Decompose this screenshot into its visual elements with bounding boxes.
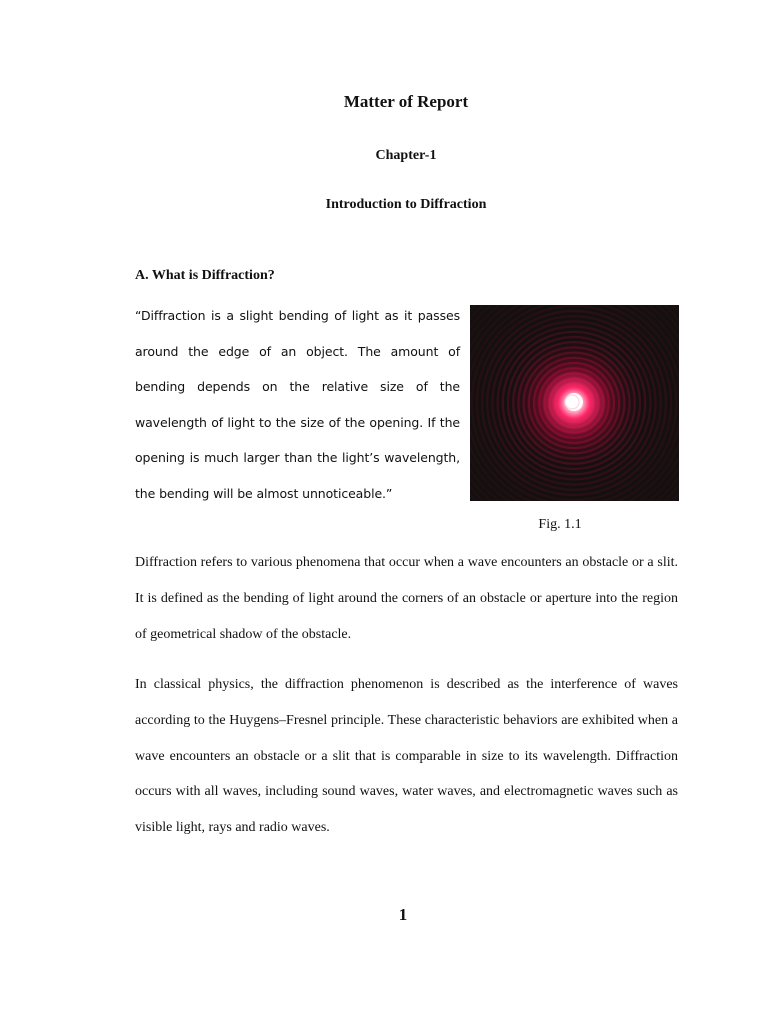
section-heading: A. What is Diffraction? <box>135 268 275 283</box>
paragraph: Diffraction refers to various phenomena that occur when a wave encounters an obstacle or a slit. It is defined as the bending of light around the corners of an obstacle or aperture into the region of geometrical shadow of the obstacle. <box>135 555 678 642</box>
page-number: 1 <box>398 905 408 924</box>
page-title: Matter of Report <box>343 92 469 111</box>
figure-caption: Fig. 1.1 <box>538 517 582 532</box>
diffraction-pattern-graphic <box>470 305 679 501</box>
diffraction-definition-quote: “Diffraction is a slight bending of light as it passes around the edge of an object. The amount of bending depends on the relative size of the wavelength of light to the size of the opening. If the opening is much larger than the light’s wavelength, the bending will be almost unnoticeable.” <box>135 308 460 501</box>
diffraction-pattern-image <box>470 305 679 501</box>
paragraph: In classical physics, the diffraction phenomenon is described as the interference of waves according to the Huygens–Fresnel principle. These characteristic behaviors are exhibited when a wave encounters an obstacle or a slit that is comparable in size to its wavelength. Diffraction occurs with all waves, including sound waves, water waves, and electromagnetic waves such as visible light, rays and radio waves. <box>135 677 678 836</box>
chapter-label: Chapter-1 <box>375 148 437 163</box>
chapter-title: Introduction to Diffraction <box>325 197 487 212</box>
